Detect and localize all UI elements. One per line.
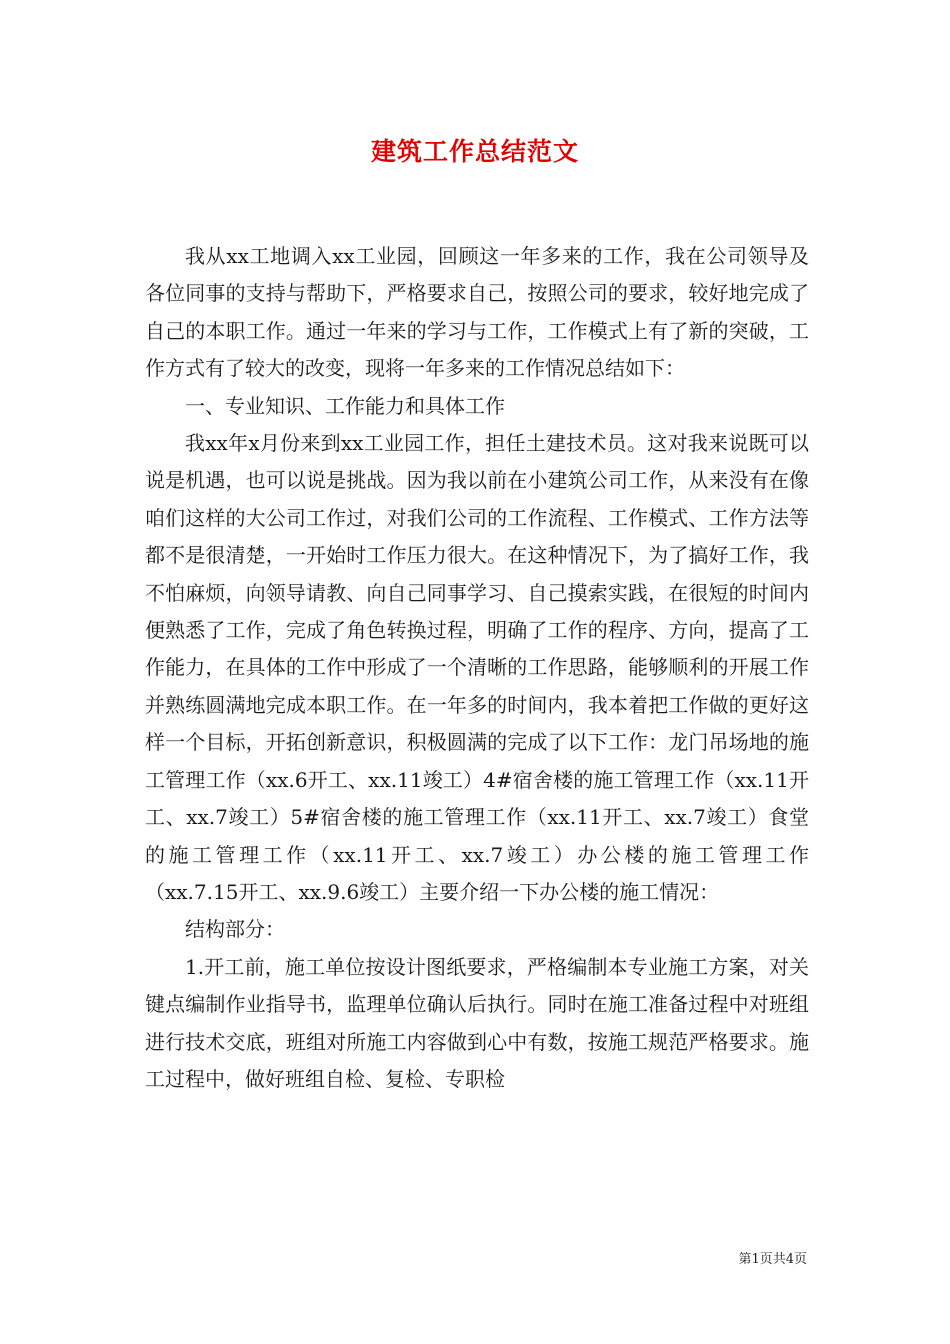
paragraph-work-details: 我xx年x月份来到xx工业园工作，担任土建技术员。这对我来说既可以说是机遇，也可以说是挑战。因为我以前在小建筑公司工作，从来没有在像咱们这样的大公司工作过，对我们公司的工作流程、工作模式、工作方法等都不是很清楚，一开始时工作压力很大。在这种情况下，为了搞好工作，我不怕麻烦，向领导请教、向自己同事学习、自己摸索实践，在很短的时间内便熟悉了工作，完成了角色转换过程，明确了工作的程序、方向，提高了工作能力，在具体的工作中形成了一个清晰的工作思路，能够顺利的开展工作并熟练圆满地完成本职工作。在一年多的时间内，我本着把工作做的更好这样一个目标，开拓创新意识，积极圆满的完成了以下工作：龙门吊场地的施工管理工作（xx.6开工、xx.11竣工）4#宿舍楼的施工管理工作（xx.11开工、xx.7竣工）5#宿舍楼的施工管理工作（xx.11开工、xx.7竣工）食堂的施工管理工作（xx.11开工、xx.7竣工）办公楼的施工管理工作（xx.7.15开工、xx.9.6竣工）主要介绍一下办公楼的施工情况： [145,431,809,904]
page-number: 第1页共4页 [738,1252,807,1267]
paragraph-intro: 我从xx工地调入xx工业园，回顾这一年多来的工作，我在公司领导及各位同事的支持与帮助下，严格要求自己，按照公司的要求，较好地完成了自己的本职工作。通过一年来的学习与工作，工作模式上有了新的突破，工作方式有了较大的改变，现将一年多来的工作情况总结如下： [145,244,809,381]
document-title: 建筑工作总结范文 [370,137,579,166]
section-heading-1: 一、专业知识、工作能力和具体工作 [185,393,505,418]
subheading-structure: 结构部分： [185,917,285,942]
document-body [145,238,809,1098]
paragraph-item-1: 1.开工前，施工单位按设计图纸要求，严格编制本专业施工方案，对关键点编制作业指导书，监理单位确认后执行。同时在施工准备过程中对班组进行技术交底，班组对所施工内容做到心中有数，按施工规范严格要求。施工过程中，做好班组自检、复检、专职检 [145,954,809,1091]
